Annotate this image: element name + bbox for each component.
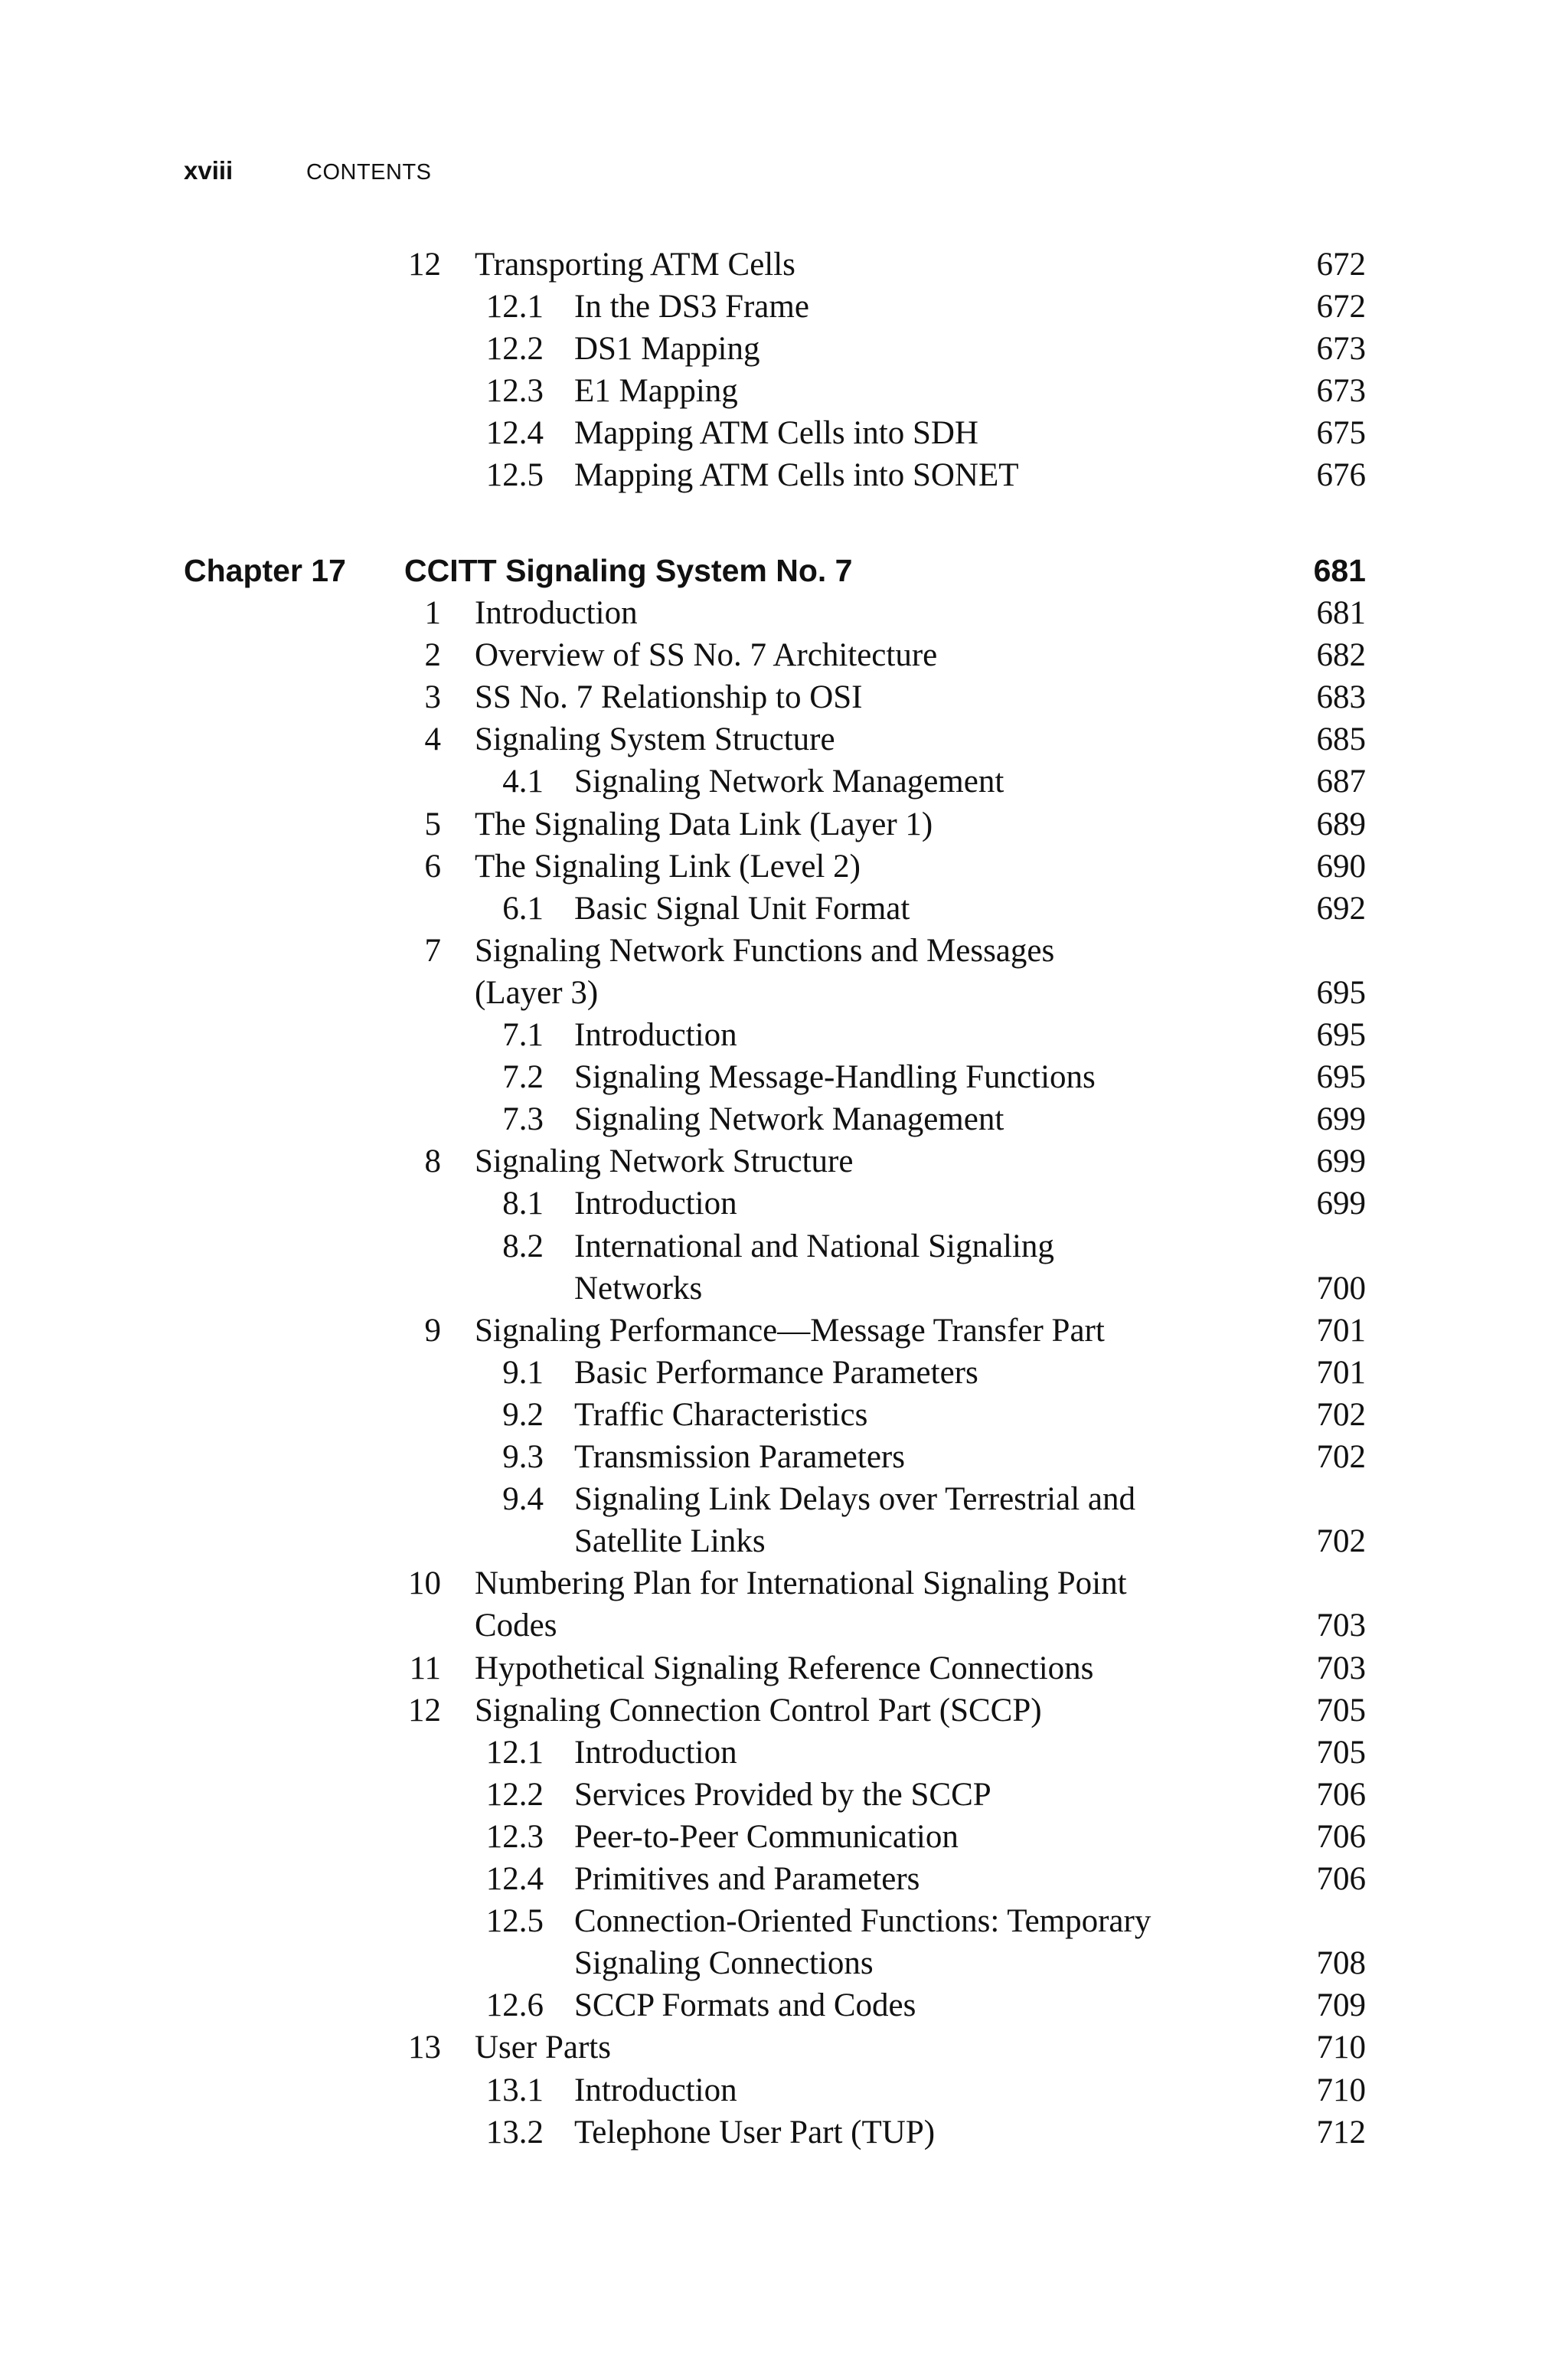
toc-subentry bbox=[0, 328, 1568, 370]
folio-page-number: xviii bbox=[184, 156, 234, 185]
toc-entry-number: 10 bbox=[408, 1565, 441, 1601]
toc-entry-page: 695 bbox=[1316, 1017, 1366, 1053]
toc-entry-title: Telephone User Part (TUP) bbox=[574, 2115, 936, 2150]
toc-entry-page: 699 bbox=[1316, 1101, 1366, 1137]
toc-entry-title: Signaling Connections bbox=[574, 1945, 874, 1981]
toc-subentry bbox=[0, 454, 1568, 496]
toc-entry-number: 12.2 bbox=[485, 1777, 544, 1813]
toc-subentry bbox=[0, 412, 1568, 454]
toc-entry-title: In the DS3 Frame bbox=[574, 289, 809, 325]
toc-entry-title: Primitives and Parameters bbox=[574, 1861, 920, 1897]
toc-entry-title: Introduction bbox=[574, 1735, 737, 1771]
toc-entry-number: 3 bbox=[424, 679, 441, 715]
toc-entry-number: 9.3 bbox=[502, 1439, 544, 1475]
toc-entry-title: The Signaling Data Link (Layer 1) bbox=[475, 806, 933, 842]
toc-entry-title: International and National Signaling bbox=[574, 1228, 1054, 1264]
toc-entry bbox=[0, 1310, 1568, 1352]
toc-entry-page: 681 bbox=[1316, 595, 1366, 631]
toc-entry-number: 8.1 bbox=[502, 1186, 544, 1222]
toc-entry-number: 12.2 bbox=[485, 331, 544, 367]
toc-entry-page: 675 bbox=[1316, 415, 1366, 451]
toc-entry-number: 2 bbox=[424, 637, 441, 673]
toc-subentry bbox=[0, 370, 1568, 412]
toc-entry-page: 692 bbox=[1316, 891, 1366, 927]
toc-entry-title: Introduction bbox=[574, 1017, 737, 1053]
toc-entry-number: 12.5 bbox=[485, 1903, 544, 1939]
toc-entry-number: 12.1 bbox=[485, 1735, 544, 1771]
toc-entry-title: Networks bbox=[574, 1271, 703, 1307]
toc-entry-title: Numbering Plan for International Signaling Point bbox=[475, 1565, 1127, 1601]
toc-entry bbox=[0, 1689, 1568, 1732]
toc-entry-number: 12 bbox=[408, 1693, 441, 1729]
toc-entry-number: 7 bbox=[424, 933, 441, 969]
toc-subentry bbox=[0, 2069, 1568, 2111]
toc-subentry bbox=[0, 888, 1568, 930]
toc-entry-title: Hypothetical Signaling Reference Connections bbox=[475, 1650, 1094, 1686]
toc-entry-number: 11 bbox=[409, 1650, 441, 1686]
running-head-title: CONTENTS bbox=[306, 160, 432, 185]
chapter-page: 681 bbox=[1313, 553, 1366, 588]
toc-entry-number: 4 bbox=[424, 721, 441, 757]
toc-entry-page: 676 bbox=[1316, 457, 1366, 493]
toc-entry-number: 13.1 bbox=[485, 2072, 544, 2108]
toc-entry-title: Mapping ATM Cells into SDH bbox=[574, 415, 978, 451]
toc-entry-title: User Parts bbox=[475, 2029, 611, 2065]
toc-entry-page: 702 bbox=[1316, 1523, 1366, 1559]
toc-entry-title: (Layer 3) bbox=[475, 975, 599, 1011]
toc-entry-number: 7.2 bbox=[502, 1059, 544, 1095]
toc-entry-number: 9.2 bbox=[502, 1397, 544, 1433]
toc-entry-number: 6 bbox=[424, 849, 441, 885]
toc-entry bbox=[0, 803, 1568, 845]
toc-entry-number: 12.6 bbox=[485, 1987, 544, 2023]
toc-entry-title: Satellite Links bbox=[574, 1523, 766, 1559]
toc-entry bbox=[0, 1647, 1568, 1689]
toc-entry-page: 673 bbox=[1316, 331, 1366, 367]
toc-subentry bbox=[0, 1816, 1568, 1858]
toc-entry-title: Signaling Network Management bbox=[574, 1101, 1004, 1137]
toc-entry-number: 13 bbox=[408, 2029, 441, 2065]
toc-entry-page: 685 bbox=[1316, 721, 1366, 757]
toc-entry-title: E1 Mapping bbox=[574, 373, 738, 409]
toc-entry-title: Introduction bbox=[574, 1186, 737, 1222]
toc-entry-page: 705 bbox=[1316, 1735, 1366, 1771]
toc-entry-number: 8.2 bbox=[502, 1228, 544, 1264]
toc-entry-number: 8 bbox=[424, 1143, 441, 1179]
toc-subentry bbox=[0, 2111, 1568, 2154]
toc-entry-page: 700 bbox=[1316, 1271, 1366, 1307]
toc-entry-page: 701 bbox=[1316, 1355, 1366, 1391]
toc-entry-page: 710 bbox=[1316, 2029, 1366, 2065]
toc-entry-title: Signaling Network Structure bbox=[475, 1143, 854, 1179]
toc-entry-page: 689 bbox=[1316, 806, 1366, 842]
toc-entry bbox=[0, 244, 1568, 286]
toc-entry bbox=[0, 676, 1568, 718]
toc-entry-number: 12.4 bbox=[485, 415, 544, 451]
toc-entry-title: Signaling Network Functions and Messages bbox=[475, 933, 1055, 969]
toc-entry-title: Basic Performance Parameters bbox=[574, 1355, 978, 1391]
toc-entry-page: 709 bbox=[1316, 1987, 1366, 2023]
toc-entry bbox=[0, 972, 1568, 1014]
toc-entry bbox=[0, 845, 1568, 888]
toc-entry bbox=[0, 1140, 1568, 1182]
toc-entry-page: 705 bbox=[1316, 1693, 1366, 1729]
toc-entry-title: Traffic Characteristics bbox=[574, 1397, 868, 1433]
toc-entry-page: 699 bbox=[1316, 1143, 1366, 1179]
toc-entry-title: Mapping ATM Cells into SONET bbox=[574, 457, 1019, 493]
toc-entry-title: Signaling System Structure bbox=[475, 721, 835, 757]
toc-entry-number: 12.5 bbox=[485, 457, 544, 493]
toc-entry bbox=[0, 1562, 1568, 1604]
toc-entry-title: Transporting ATM Cells bbox=[475, 247, 795, 283]
toc-subentry bbox=[0, 1478, 1568, 1520]
toc-entry-number: 4.1 bbox=[502, 764, 544, 800]
toc-entry-page: 672 bbox=[1316, 289, 1366, 325]
toc-entry-page: 702 bbox=[1316, 1439, 1366, 1475]
toc-entry-title: Signaling Performance—Message Transfer Part bbox=[475, 1313, 1105, 1349]
toc-entry-number: 12 bbox=[408, 247, 441, 283]
toc-entry-page: 703 bbox=[1316, 1608, 1366, 1644]
toc-subentry bbox=[0, 1267, 1568, 1310]
toc-entry-number: 7.3 bbox=[502, 1101, 544, 1137]
toc-entry-title: SS No. 7 Relationship to OSI bbox=[475, 679, 863, 715]
toc-entry-number: 12.4 bbox=[485, 1861, 544, 1897]
toc-entry bbox=[0, 592, 1568, 634]
chapter-title: CCITT Signaling System No. 7 bbox=[404, 553, 853, 588]
toc-entry bbox=[0, 718, 1568, 760]
toc-entry-number: 9.4 bbox=[502, 1481, 544, 1517]
toc-entry-title: Basic Signal Unit Format bbox=[574, 891, 910, 927]
toc-subentry bbox=[0, 286, 1568, 328]
toc-entry-number: 13.2 bbox=[485, 2115, 544, 2150]
toc-entry-page: 695 bbox=[1316, 1059, 1366, 1095]
toc-entry bbox=[0, 1604, 1568, 1647]
toc-subentry bbox=[0, 1056, 1568, 1098]
toc-entry-title: Codes bbox=[475, 1608, 557, 1644]
toc-entry-title: Peer-to-Peer Communication bbox=[574, 1819, 959, 1855]
toc-subentry bbox=[0, 1225, 1568, 1267]
toc-entry-page: 703 bbox=[1316, 1650, 1366, 1686]
toc-entry-title: Signaling Connection Control Part (SCCP) bbox=[475, 1693, 1042, 1729]
toc-subentry bbox=[0, 1014, 1568, 1056]
toc-entry-title: Connection-Oriented Functions: Temporary bbox=[574, 1903, 1152, 1939]
toc-entry-page: 710 bbox=[1316, 2072, 1366, 2108]
toc-entry-number: 12.3 bbox=[485, 1819, 544, 1855]
toc-subentry bbox=[0, 1984, 1568, 2026]
toc-entry-page: 706 bbox=[1316, 1861, 1366, 1897]
toc-entry-page: 682 bbox=[1316, 637, 1366, 673]
toc-entry-page: 702 bbox=[1316, 1397, 1366, 1433]
toc-entry-title: Introduction bbox=[574, 2072, 737, 2108]
toc-entry-page: 687 bbox=[1316, 764, 1366, 800]
toc-entry bbox=[0, 634, 1568, 676]
toc-subentry bbox=[0, 1436, 1568, 1478]
toc-entry-title: Transmission Parameters bbox=[574, 1439, 905, 1475]
toc-subentry bbox=[0, 1900, 1568, 1942]
running-head bbox=[184, 156, 432, 195]
toc-subentry bbox=[0, 1732, 1568, 1774]
toc-subentry bbox=[0, 1858, 1568, 1900]
toc-entry-page: 695 bbox=[1316, 975, 1366, 1011]
toc-entry-number: 9.1 bbox=[502, 1355, 544, 1391]
toc-entry-page: 673 bbox=[1316, 373, 1366, 409]
toc-subentry bbox=[0, 1352, 1568, 1394]
toc-entry-page: 708 bbox=[1316, 1945, 1366, 1981]
toc-entry-page: 672 bbox=[1316, 247, 1366, 283]
toc-entry-title: DS1 Mapping bbox=[574, 331, 760, 367]
toc-entry-number: 12.3 bbox=[485, 373, 544, 409]
chapter-heading bbox=[0, 550, 1568, 592]
toc-entry-title: Introduction bbox=[475, 595, 638, 631]
toc-entry-page: 699 bbox=[1316, 1186, 1366, 1222]
toc-entry-title: The Signaling Link (Level 2) bbox=[475, 849, 861, 885]
chapter-label: Chapter 17 bbox=[184, 553, 346, 588]
toc-entry-number: 12.1 bbox=[485, 289, 544, 325]
toc-subentry bbox=[0, 1774, 1568, 1816]
toc-entry-page: 690 bbox=[1316, 849, 1366, 885]
toc-entry-number: 7.1 bbox=[502, 1017, 544, 1053]
toc-subentry bbox=[0, 760, 1568, 803]
toc-entry-title: SCCP Formats and Codes bbox=[574, 1987, 916, 2023]
toc-subentry bbox=[0, 1520, 1568, 1562]
toc-subentry bbox=[0, 1182, 1568, 1225]
toc-entry bbox=[0, 2026, 1568, 2069]
toc-subentry bbox=[0, 1098, 1568, 1140]
toc-entry-page: 712 bbox=[1316, 2115, 1366, 2150]
toc-entry-title: Signaling Link Delays over Terrestrial and bbox=[574, 1481, 1135, 1517]
toc-entry-number: 6.1 bbox=[502, 891, 544, 927]
toc-entry-number: 1 bbox=[424, 595, 441, 631]
toc-subentry bbox=[0, 1394, 1568, 1436]
toc-entry-number: 9 bbox=[424, 1313, 441, 1349]
toc-entry-page: 701 bbox=[1316, 1313, 1366, 1349]
toc-entry bbox=[0, 930, 1568, 972]
toc-entry-number: 5 bbox=[424, 806, 441, 842]
toc-subentry bbox=[0, 1942, 1568, 1984]
toc-entry-page: 706 bbox=[1316, 1819, 1366, 1855]
toc-entry-page: 706 bbox=[1316, 1777, 1366, 1813]
toc-entry-title: Signaling Network Management bbox=[574, 764, 1004, 800]
toc-entry-title: Services Provided by the SCCP bbox=[574, 1777, 991, 1813]
toc-entry-title: Signaling Message-Handling Functions bbox=[574, 1059, 1096, 1095]
toc-entry-page: 683 bbox=[1316, 679, 1366, 715]
toc-entry-title: Overview of SS No. 7 Architecture bbox=[475, 637, 938, 673]
